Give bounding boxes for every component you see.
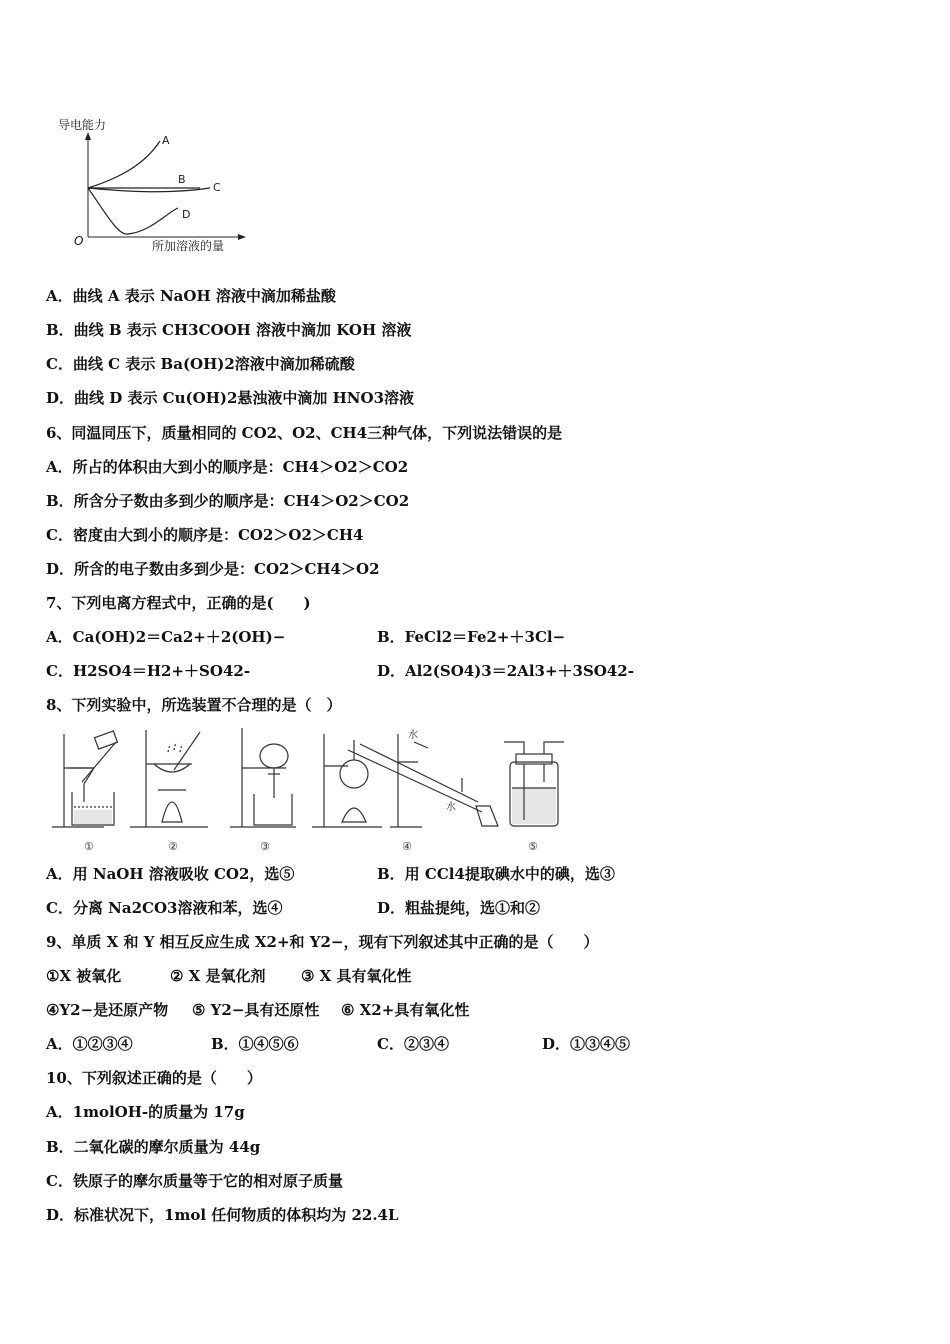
q9-statement-3: ③ X 具有氧化性 — [301, 967, 412, 985]
q6-stem: 6、同温同压下，质量相同的 CO2、O2、CH4三种气体，下列说法错误的是 — [46, 424, 563, 442]
water-label-bottom: 水 — [446, 802, 456, 813]
curve-d — [88, 188, 178, 234]
q9-stem: 9、单质 X 和 Y 相互反应生成 X2+和 Y2−，现有下列叙述其中正确的是（ ） — [46, 933, 599, 951]
q5-option-a: A．曲线 A 表示 NaOH 溶液中滴加稀盐酸 — [46, 287, 336, 305]
q9-option-c: C．②③④ — [377, 1035, 449, 1053]
q6-option-a: A．所占的体积由大到小的顺序是：CH4＞O2＞CO2 — [46, 458, 409, 476]
graph-y-arrow — [85, 132, 91, 140]
apparatus-label-5: ⑤ — [528, 840, 538, 853]
apparatus-figure — [42, 722, 612, 858]
q8-option-c: C．分离 Na2CO3溶液和苯，选④ — [46, 899, 283, 917]
water-label-top: 水 — [408, 730, 418, 741]
q9-statement-4: ④Y2−是还原产物 — [46, 1001, 169, 1019]
q9-statement-5: ⑤ Y2−具有还原性 — [192, 1001, 320, 1019]
q6-option-c: C．密度由大到小的顺序是：CO2＞O2＞CH4 — [46, 526, 364, 544]
q9-statement-6: ⑥ X2+具有氧化性 — [341, 1001, 470, 1019]
q10-option-a: A．1molOH-的质量为 17g — [46, 1103, 245, 1121]
q7-stem: 7、下列电离方程式中，正确的是( ) — [46, 594, 311, 612]
q6-option-b: B．所含分子数由多到少的顺序是：CH4＞O2＞CO2 — [46, 492, 410, 510]
q5-option-d: D．曲线 D 表示 Cu(OH)2悬浊液中滴加 HNO3溶液 — [46, 389, 415, 407]
apparatus-label-2: ② — [168, 840, 178, 853]
q6-option-d: D．所含的电子数由多到少是：CO2＞CH4＞O2 — [46, 560, 380, 578]
graph-x-arrow — [238, 234, 246, 240]
apparatus-label-3: ③ — [260, 840, 270, 853]
curve-c-label: C — [213, 181, 221, 194]
q9-statement-2: ② X 是氧化剂 — [170, 967, 266, 985]
q7-option-a: A．Ca(OH)2＝Ca2+＋2(OH)− — [46, 628, 286, 646]
q8-option-b: B．用 CCl4提取碘水中的碘，选③ — [377, 865, 615, 883]
q8-stem: 8、下列实验中，所选装置不合理的是（ ） — [46, 696, 342, 714]
q7-option-b: B．FeCl2＝Fe2+＋3Cl− — [377, 628, 566, 646]
apparatus-separatory-funnel — [230, 728, 296, 827]
q10-option-b: B．二氧化碳的摩尔质量为 44g — [46, 1138, 261, 1156]
q9-option-d: D．①③④⑤ — [542, 1035, 631, 1053]
q7-option-d: D．Al2(SO4)3＝2Al3+＋3SO42- — [377, 662, 634, 680]
curve-b-label: B — [178, 173, 186, 186]
curve-a-label: A — [162, 134, 170, 147]
q10-stem: 10、下列叙述正确的是（ ） — [46, 1069, 262, 1087]
apparatus-evaporation — [130, 730, 208, 827]
apparatus-distillation — [312, 734, 498, 827]
q5-option-c: C．曲线 C 表示 Ba(OH)2溶液中滴加稀硫酸 — [46, 355, 355, 373]
q8-option-d: D．粗盐提纯，选①和② — [377, 899, 541, 917]
graph-ylabel: 导电能力 — [58, 118, 107, 132]
curve-d-label: D — [182, 208, 191, 221]
graph-xlabel: 所加溶液的量 — [152, 239, 225, 253]
q5-option-b: B．曲线 B 表示 CH3COOH 溶液中滴加 KOH 溶液 — [46, 321, 412, 339]
q10-option-c: C．铁原子的摩尔质量等于它的相对原子质量 — [46, 1172, 343, 1190]
q9-option-b: B．①④⑤⑥ — [211, 1035, 299, 1053]
q10-option-d: D．标准状况下，1mol 任何物质的体积均为 22.4L — [46, 1206, 399, 1224]
q9-option-a: A．①②③④ — [46, 1035, 133, 1053]
apparatus-label-1: ① — [84, 840, 94, 853]
conductivity-graph — [50, 112, 250, 262]
graph-origin: O — [74, 234, 84, 248]
apparatus-label-4: ④ — [402, 840, 412, 853]
q9-statement-1: ①X 被氧化 — [46, 967, 122, 985]
curve-a — [88, 141, 160, 188]
q8-option-a: A．用 NaOH 溶液吸收 CO2，选⑤ — [46, 865, 295, 883]
q7-option-c: C．H2SO4＝H2+＋SO42- — [46, 662, 251, 680]
